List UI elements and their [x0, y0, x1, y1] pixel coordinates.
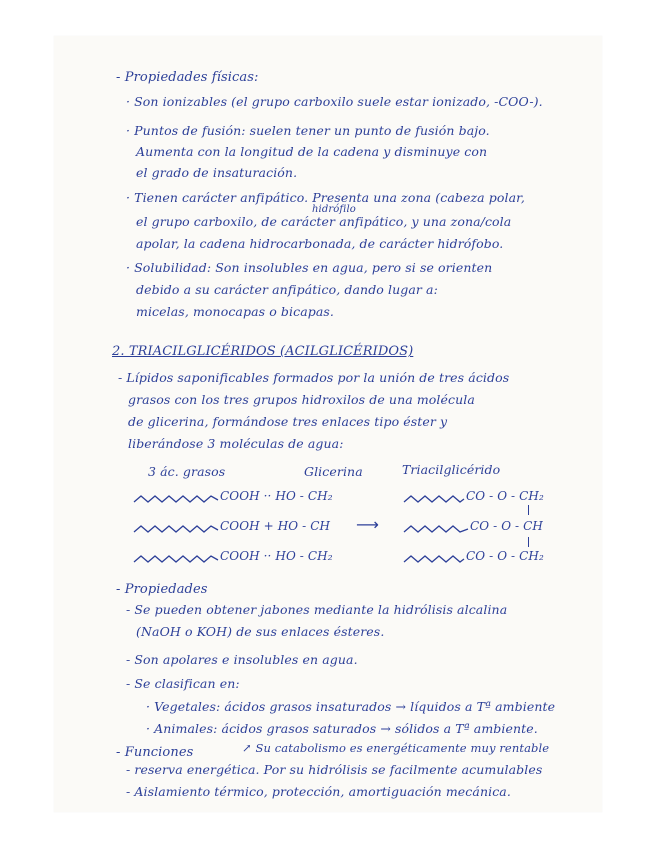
property-soap: - Se pueden obtener jabones mediante la hidrólisis alcalina	[126, 602, 508, 617]
bullet-amphipathic-2: el grupo carboxilo, de carácter anfipático, y una zona/cola	[136, 214, 512, 229]
definition-line-4: liberándose 3 moléculas de agua:	[128, 436, 344, 451]
heading-properties: - Propiedades	[116, 582, 208, 597]
definition-line-1: - Lípidos saponificables formados por la unión de tres ácidos	[118, 370, 510, 385]
property-apolar: - Son apolares e insolubles en agua.	[126, 652, 358, 667]
label-fatty-acids: 3 ác. grasos	[148, 464, 226, 479]
notebook-page	[54, 36, 602, 812]
fatty-acid-chain-3	[134, 554, 218, 566]
definition-line-2: grasos con los tres grupos hidroxilos de una molécula	[128, 392, 475, 407]
bullet-ionizable: · Son ionizables (el grupo carboxilo suele estar ionizado, -COO-).	[126, 94, 543, 109]
product-chain-3	[404, 554, 464, 566]
fatty-acid-chain-1	[134, 494, 218, 506]
bullet-solubility-2: debido a su carácter anfipático, dando lugar a:	[136, 282, 438, 297]
bullet-melting-point-3: el grado de insaturación.	[136, 165, 298, 180]
product-row-1: CO - O - CH₂	[466, 489, 544, 503]
note-hydrophilic: hidrófilo	[312, 204, 356, 215]
product-chain-2	[404, 524, 468, 536]
bullet-solubility-3: micelas, monocapas o bicapas.	[136, 304, 335, 319]
bond-line-2	[528, 537, 529, 547]
function-insulation: - Aislamiento térmico, protección, amortiguación mecánica.	[126, 784, 511, 799]
bullet-amphipathic-1: · Tienen carácter anfipático. Presenta una zona (cabeza polar,	[126, 190, 525, 205]
product-chain-1	[404, 494, 464, 506]
product-row-2: CO - O - CH	[470, 519, 543, 533]
function-energy-reserve: - reserva energética. Por su hidrólisis se facilmente acumulables	[126, 762, 543, 777]
label-glycerin: Glicerina	[304, 464, 363, 479]
definition-line-3: de glicerina, formándose tres enlaces tipo éster y	[128, 414, 448, 429]
class-animal: · Animales: ácidos grasos saturados → sólidos a Tª ambiente.	[146, 721, 538, 736]
bullet-solubility-1: · Solubilidad: Son insolubles en agua, pero si se orienten	[126, 260, 493, 275]
heading-functions: - Funciones	[116, 745, 194, 760]
heading-physical-properties: - Propiedades físicas:	[116, 70, 259, 85]
bullet-amphipathic-3: apolar, la cadena hidrocarbonada, de carácter hidrófobo.	[136, 236, 504, 251]
bullet-melting-point-1: · Puntos de fusión: suelen tener un punto de fusión bajo.	[126, 123, 490, 138]
label-triacylglyceride: Triacilglicérido	[402, 462, 501, 477]
reaction-arrow: ⟶	[356, 515, 379, 534]
reactant-row-3: COOH ·· HO - CH₂	[220, 549, 333, 563]
fatty-acid-chain-2	[134, 524, 218, 536]
product-row-3: CO - O - CH₂	[466, 549, 544, 563]
reactant-row-2: COOH + HO - CH	[220, 519, 331, 533]
heading-triacylglycerides: 2. TRIACILGLICÉRIDOS (ACILGLICÉRIDOS)	[112, 344, 414, 359]
bond-line-1	[528, 505, 529, 515]
class-vegetable: · Vegetales: ácidos grasos insaturados → líquidos a Tª ambiente	[146, 699, 556, 714]
property-soap-2: (NaOH o KOH) de sus enlaces ésteres.	[136, 624, 385, 639]
note-catabolism: ↗ Su catabolismo es energéticamente muy rentable	[242, 741, 550, 755]
reactant-row-1: COOH ·· HO - CH₂	[220, 489, 333, 503]
property-classification: - Se clasifican en:	[126, 676, 240, 691]
bullet-melting-point-2: Aumenta con la longitud de la cadena y disminuye con	[136, 144, 488, 159]
